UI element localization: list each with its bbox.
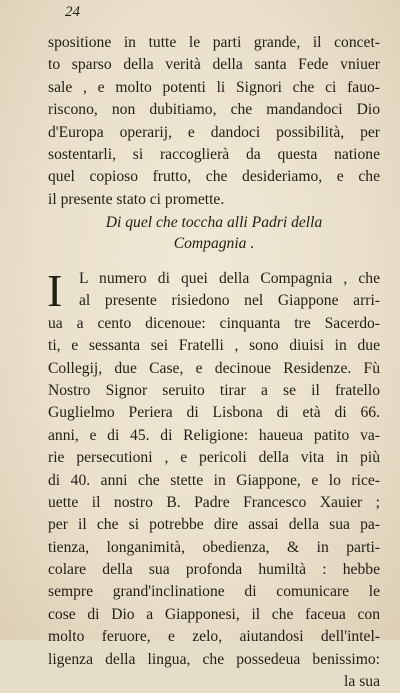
section-heading (48, 212, 380, 254)
page-number: 24 (65, 4, 80, 20)
text-line: colare della sua profonda humiltà : hebbe (48, 561, 380, 579)
text-line: sostentarli, si raccoglierà da questa natione (48, 145, 380, 163)
text-line: ligenza della lingua, che possedeua benissimo: (48, 650, 380, 668)
text-line: molto feruore, e zelo, aiutandosi dell'intel- (48, 628, 380, 646)
text-line: riscono, non dubitiamo, che mandandoci Dio (48, 101, 380, 119)
top-paragraph (48, 32, 380, 211)
text-line: spositione in tutte le parti grande, il concet- (48, 34, 380, 51)
text-line: Collegij, due Case, e decinoue Residenze. Fù (48, 359, 380, 377)
text-line: quel copioso frutto, che desideriamo, e che (48, 168, 380, 186)
text-line: anni, e di 45. di Religione: haueua patito va- (48, 426, 380, 444)
text-line: per il che si potrebbe dire assai della sua pa- (48, 516, 380, 534)
text-line: L numero di quei della Compagnia , che (79, 270, 380, 287)
text-line: ti, e sessanta sei Fratelli , sono diuisi in due (48, 337, 380, 355)
text-line: al presente risiedono nel Giappone arri- (79, 292, 380, 310)
body-paragraph (47, 265, 380, 693)
drop-cap: I (47, 265, 63, 316)
text-line: tienza, longanimità, obedienza, & in parti- (48, 538, 380, 556)
catchword: la sua (344, 673, 380, 691)
text-line: sempre grand'inclinatione di comunicare le (48, 583, 380, 601)
text-line: d'Europa operarij, e dandoci possibilità, per (48, 123, 380, 141)
text-line: Guglielmo Periera di Lisbona di età di 66. (48, 404, 380, 422)
text-line: to sparso della verità della santa Fede vniuer (48, 56, 380, 74)
text-line: rie persecutioni , e pericoli della vita in più (48, 449, 380, 467)
text-line: di 40. anni che stette in Giappone, e lo rice- (48, 471, 380, 489)
heading-line: Compagnia . (173, 235, 255, 252)
text-line: uette il nostro B. Padre Francesco Xauier ; (48, 493, 380, 511)
text-line: cose di Dio a Giapponesi, il che faceua con (48, 605, 380, 623)
heading-line: Di quel che toccha alli Padri della (105, 214, 323, 231)
text-line: il presente stato ci promette. (48, 190, 225, 208)
text-line: ua a cento dicenoue: cinquanta tre Sacerdo- (48, 314, 380, 332)
text-line: Nostro Signor seruito tirar a se il fratello (48, 381, 380, 399)
text-line: sale , e molto potenti li Signori che ci fauo- (48, 78, 380, 96)
